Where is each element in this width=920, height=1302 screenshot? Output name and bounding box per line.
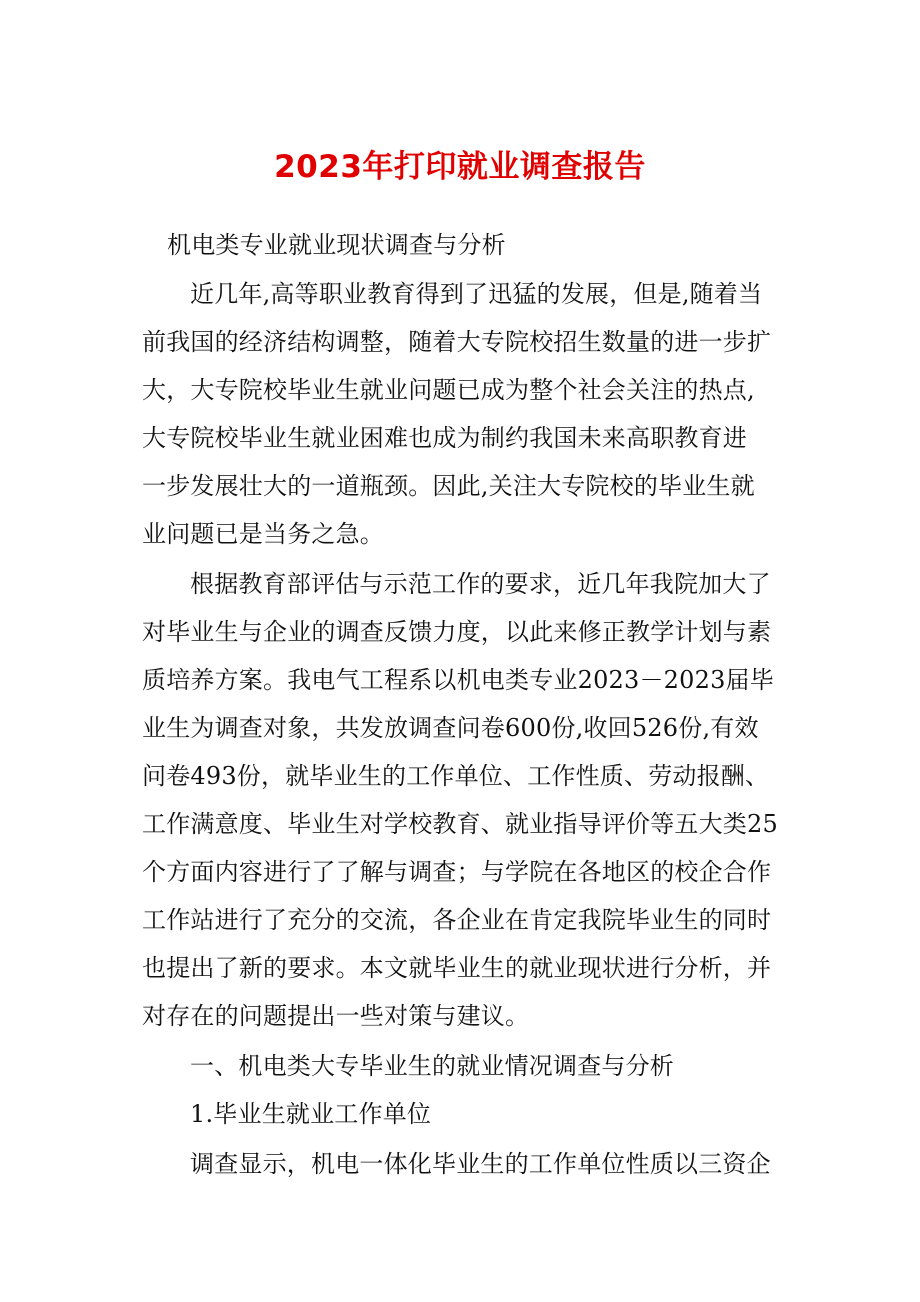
paragraph-1-line-2: 前我国的经济结构调整，随着大专院校招生数量的进一步扩 (142, 328, 772, 356)
subsection-heading: 1.毕业生就业工作单位 (190, 1100, 432, 1128)
document-title: 2023年打印就业调查报告 (274, 149, 646, 185)
paragraph-2-line-2: 对毕业生与企业的调查反馈力度，以此来修正教学计划与素 (142, 618, 772, 646)
paragraph-2-line-5: 问卷493份，就毕业生的工作单位、工作性质、劳动报酬、 (142, 762, 770, 790)
paragraph-2-line-10: 对存在的问题提出一些对策与建议。 (142, 1002, 530, 1030)
paragraph-3-line-1: 调查显示，机电一体化毕业生的工作单位性质以三资企 (190, 1150, 771, 1178)
paragraph-1-line-4: 大专院校毕业生就业困难也成为制约我国未来高职教育进 (142, 424, 747, 452)
paragraph-1-line-3: 大，大专院校毕业生就业问题已成为整个社会关注的热点, (142, 376, 755, 404)
paragraph-2-line-4: 业生为调查对象，共发放调查问卷600份,收回526份,有效 (142, 714, 759, 742)
paragraph-2-line-8: 工作站进行了充分的交流，各企业在肯定我院毕业生的同时 (142, 906, 772, 934)
paragraph-2-line-9: 也提出了新的要求。本文就毕业生的就业现状进行分析，并 (142, 954, 772, 982)
document-subtitle: 机电类专业就业现状调查与分析 (167, 231, 506, 259)
paragraph-1-line-1: 近几年,高等职业教育得到了迅猛的发展，但是,随着当 (190, 280, 763, 308)
section-heading: 一、机电类大专毕业生的就业情况调查与分析 (190, 1052, 674, 1080)
paragraph-2-line-1: 根据教育部评估与示范工作的要求，近几年我院加大了 (190, 570, 771, 598)
paragraph-1-line-6: 业问题已是当务之急。 (142, 520, 384, 548)
paragraph-2-line-7: 个方面内容进行了了解与调查；与学院在各地区的校企合作 (142, 858, 772, 886)
paragraph-2-line-6: 工作满意度、毕业生对学校教育、就业指导评价等五大类25 (142, 810, 778, 838)
paragraph-1-line-5: 一步发展壮大的一道瓶颈。因此,关注大专院校的毕业生就 (142, 472, 755, 500)
paragraph-2-line-3: 质培养方案。我电气工程系以机电类专业2023－2023届毕 (142, 666, 774, 694)
